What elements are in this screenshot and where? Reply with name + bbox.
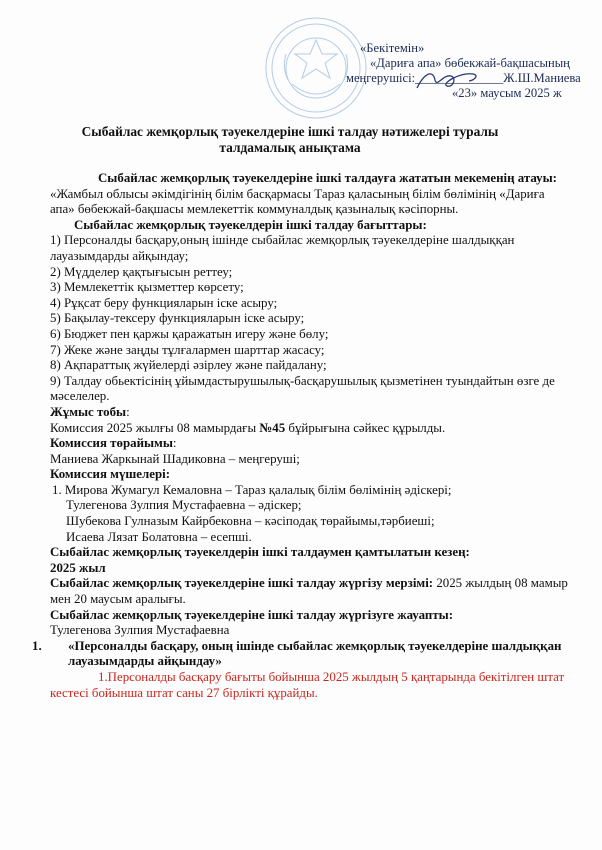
section-1-number: 1.: [32, 638, 42, 653]
order-number: №45: [259, 420, 286, 435]
member-item: 1. Мирова Жумагул Кемаловна – Тараз қалалық білім бөлімінің әдіскері;: [52, 482, 452, 497]
direction-item: 3) Мемлекеттік қызметтер көрсету;: [50, 280, 244, 295]
responsible-name: Тулегенова Зулпия Мустафаевна: [50, 623, 230, 638]
chair-name: Маниева Жаркынай Шадиковна – меңгеруші;: [50, 451, 300, 466]
direction-item: 9) Талдау обьектісінің ұйымдастырушылық-басқарушылық қызметінен туындайтын өзге де мәселелер.: [50, 373, 555, 404]
members-heading: Комиссия мүшелері:: [50, 467, 171, 482]
member-item: Исаева Лязат Болатовна – есепші.: [66, 529, 252, 544]
term-label: Сыбайлас жемқорлық тәуекелдеріне ішкі талдау жүргізу мерзімі:: [50, 576, 434, 591]
intro-text: «Жамбыл облысы әкімдігінің білім басқармасы Тараз қаласының білім бөлімінің «Дариға апа» бөбекжай-бақшасы мемлекеттік коммуналдық қазыналық кәсіпорны.: [50, 186, 545, 217]
direction-item: 4) Рұқсат беру функцияларын іске асыру;: [50, 295, 278, 310]
intro-paragraph: [50, 171, 570, 218]
title-line-1: Сыбайлас жемқорлық тәуекелдеріне ішкі талдау нәтижелері туралы: [81, 124, 499, 139]
chair-label: Комиссия төрайымы: [50, 436, 173, 451]
direction-item: 8) Ақпараттық жүйелерді әзірлеу және пайдалану;: [50, 358, 327, 373]
title-line-2: талдамалық анықтама: [219, 139, 361, 155]
signature: [413, 66, 483, 94]
term-value: 2025 жылдың 08 мамыр мен 20 маусым аралығы.: [50, 576, 568, 607]
period-label: Сыбайлас жемқорлық тәуекелдерін ішкі талдаумен қамтылатын кезең:: [50, 545, 470, 560]
document-body: [32, 171, 570, 701]
approval-line-2: «Дариға апа» бөбекжай-бақшасының: [370, 56, 570, 70]
direction-item: 2) Мүдделер қақтығысын реттеу;: [50, 264, 233, 279]
direction-item: 1) Персоналды басқару,оның ішінде сыбайлас жемқорлық тәуекелдеріне шалдыққан лауазымдарды айқындау;: [50, 233, 515, 263]
workgroup-colon: :: [126, 404, 130, 419]
workgroup-label: Жұмыс тобы: [50, 404, 127, 419]
workgroup-text: [50, 421, 570, 437]
directions-heading: Сыбайлас жемқорлық тәуекелдерін ішкі талдау бағыттары:: [74, 217, 427, 232]
approval-line-3: меңгерушісі:______________Ж.Ш.Маниева: [346, 71, 581, 85]
section-1-paragraph: 1.Персоналды басқару бағыты бойынша 2025 жылдың 5 қаңтарында бекітілген штат кестесі бойынша штат саны 27 бірлікті құрайды.: [50, 670, 565, 700]
responsible-label: Сыбайлас жемқорлық тәуекелдеріне ішкі талдау жүргізуге жауапты:: [50, 607, 454, 622]
section-1-title-text: «Персоналды басқару, оның ішінде сыбайлас жемқорлық тәуекелдеріне шалдыққан лауазымдарды айқындау»: [68, 638, 562, 669]
intro-label: Сыбайлас жемқорлық тәуекелдеріне ішкі талдауға жататын мекеменің атауы:: [98, 171, 557, 185]
member-item: Шубекова Гулназым Кайрбековна – кәсіподақ төрайымы,тәрбиеші;: [66, 514, 435, 529]
section-1-title: [32, 638, 570, 670]
chair-heading: [50, 436, 570, 452]
period-value: 2025 жыл: [50, 560, 106, 575]
workgroup-text-before: Комиссия 2025 жылғы 08 мамырдағы: [50, 420, 260, 435]
chair-colon: :: [172, 436, 177, 451]
document-title: [40, 124, 540, 155]
member-item: Тулегенова Зулпия Мустафаевна – әдіскер;: [66, 498, 302, 513]
approval-line-1: «Бекітемін»: [360, 41, 425, 55]
direction-item: 7) Жеке және заңды тұлғалармен шарттар жасасу;: [50, 342, 325, 357]
workgroup-text-after: бұйрығына сәйкес құрылды.: [285, 420, 446, 435]
term-paragraph: [50, 576, 570, 607]
direction-item: 6) Бюджет пен қаржы қаражатын игеру және бөлу;: [50, 326, 329, 341]
approval-line-4: «23» маусым 2025 ж: [452, 86, 562, 100]
workgroup-heading: [50, 405, 570, 421]
direction-item: 5) Бақылау-тексеру функцияларын іске асыру;: [50, 311, 305, 326]
